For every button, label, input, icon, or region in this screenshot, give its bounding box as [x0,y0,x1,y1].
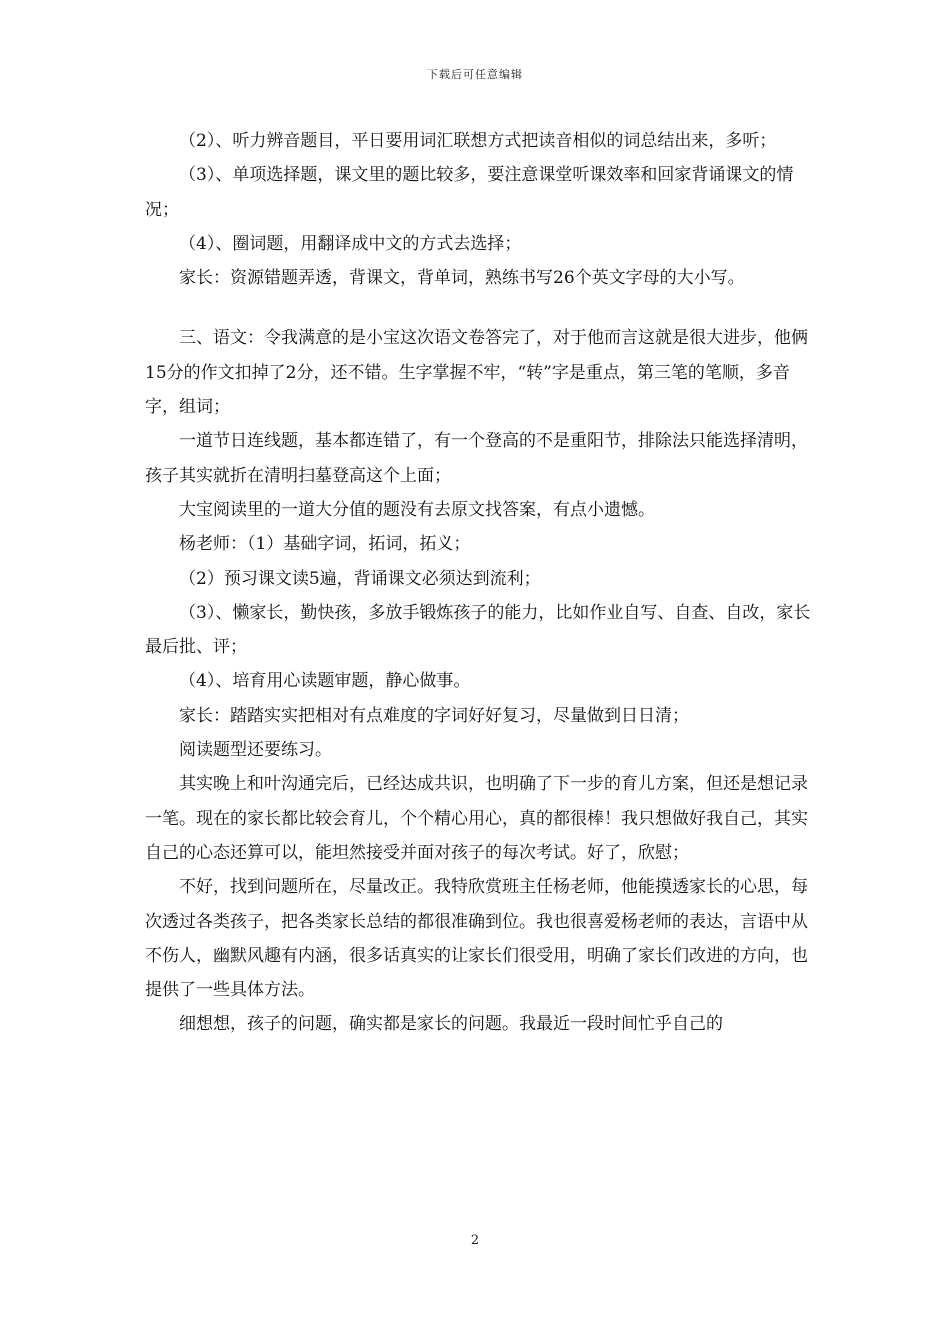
paragraph: 阅读题型还要练习。 [179,740,332,761]
section-spacer [145,295,815,321]
paragraph: 家长：资源错题弄透，背课文，背单词，熟练书写26个英文字母的大小写。 [179,268,745,289]
paragraph: （3）、懒家长，勤快孩，多放手锻炼孩子的能力，比如作业自写、自查、自改，家长最后批、评； [145,602,811,658]
paragraph: （2）预习课文读5遍，背诵课文必须达到流利； [179,568,541,589]
paragraph: （3）、单项选择题，课文里的题比较多，要注意课堂听课效率和回家背诵课文的情况； [145,165,794,220]
paragraph: （2）、听力辨音题目，平日要用词汇联想方式把读音相似的词总结出来，多听； [179,131,777,151]
paragraph: 杨老师：（1）基础字词，拓词，拓义； [179,534,471,555]
paragraph: （4）、培育用心读题审题，静心做事。 [179,671,471,692]
paragraph: 其实晚上和叶沟通完后，已经达成共识，也明确了下一步的育儿方案，但还是想记录一笔。现在的家长都比较会育儿，个个精心用心，真的都很棒！我只想做好我自己，其实自己的心态还算可以，能坦然接受并面对孩子的每次考试。好了，欣慰； [145,774,808,863]
paragraph: 大宝阅读里的一道大分值的题没有去原文找答案，有点小遗憾。 [179,499,655,520]
paragraph: 不好，找到问题所在，尽量改正。我特欣赏班主任杨老师，他能摸透家长的心思，每次透过各类孩子，把各类家长总结的都很准确到位。我也很喜爱杨老师的表达，言语中从不伤人，幽默风趣有内涵，很多话真实的让家长们很受用，明确了家长们改进的方向，也提供了一些具体方法。 [145,877,808,1001]
paragraph: 一道节日连线题，基本都连错了，有一个登高的不是重阳节，排除法只能选择清明，孩子其实就折在清明扫墓登高这个上面； [145,431,808,486]
page-number: 2 [470,1233,480,1248]
paragraph: 细想想，孩子的问题，确实都是家长的问题。我最近一段时间忙乎自己的 [179,1014,723,1035]
paragraph: 三、语文：令我满意的是小宝这次语文卷答完了，对于他而言这就是很大进步，他俩15分的作文扣掉了2分，还不错。生字掌握不牢，“转”字是重点，第三笔的笔顺，多音字，组词； [145,328,808,418]
page-header: 下载后可任意编辑 [427,68,523,81]
paragraph: 家长：踏踏实实把相对有点难度的字词好好复习，尽量做到日日清； [179,705,689,726]
document-body [145,124,815,1042]
paragraph: （4）、圈词题，用翻译成中文的方式去选择； [179,233,522,254]
